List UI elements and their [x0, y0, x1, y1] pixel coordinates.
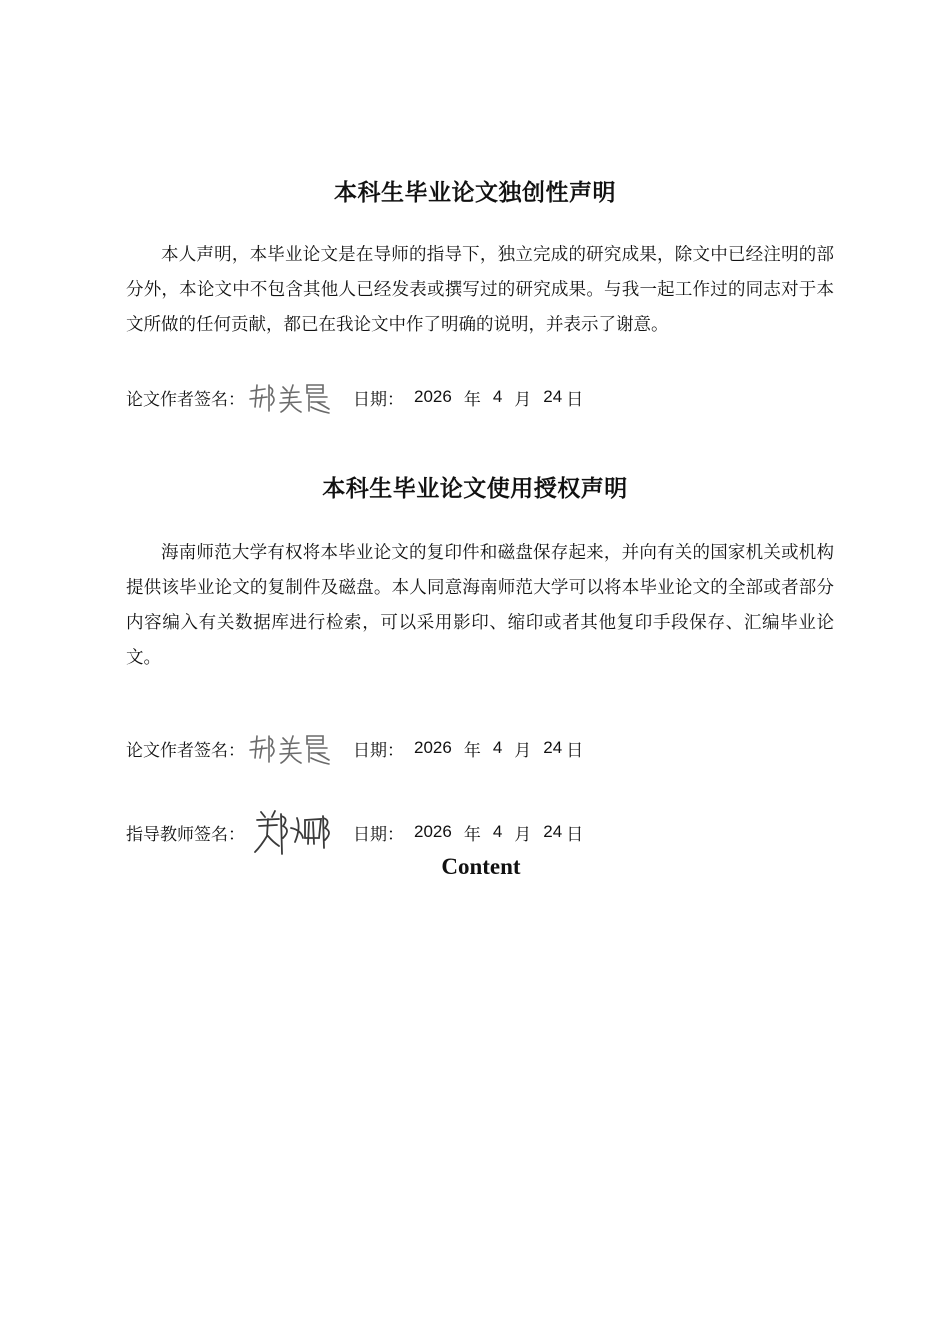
advisor-signature-line: [126, 812, 583, 852]
month-unit: 月: [514, 824, 532, 845]
authorization-title: 本科生毕业论文使用授权声明: [322, 476, 628, 502]
date-year: 2026: [414, 822, 452, 841]
month-unit: 月: [514, 389, 532, 410]
date-day: 24: [543, 738, 563, 757]
advisor-handwritten-signature: [251, 808, 343, 856]
date-month: 4: [492, 822, 503, 841]
declaration-author-signature-line: [126, 377, 583, 417]
date-day: 24: [543, 822, 563, 841]
year-unit: 年: [463, 740, 481, 761]
day-unit: 日: [566, 389, 584, 410]
author-handwritten-signature: [247, 728, 339, 768]
advisor-signature-label: 指导教师签名：: [126, 824, 245, 845]
date-month: 4: [492, 387, 503, 406]
authorization-body: 海南师范大学有权将本毕业论文的复印件和磁盘保存起来，并向有关的国家机关或机构提供该毕业论文的复制件及磁盘。本人同意海南师范大学可以将本毕业论文的全部或者部分内容编入有关数据库进行检索，可以采用影印、缩印或者其他复印手段保存、汇编毕业论文。: [126, 543, 834, 668]
date-year: 2026: [414, 738, 452, 757]
authorization-author-signature-line: [126, 728, 583, 768]
declaration-body: 本人声明，本毕业论文是在导师的指导下，独立完成的研究成果，除文中已经注明的部分外，本论文中不包含其他人已经发表或撰写过的研究成果。与我一起工作过的同志对于本文所做的任何贡献，都已在我论文中作了明确的说明，并表示了谢意。: [126, 245, 834, 335]
declaration-title: 本科生毕业论文独创性声明: [334, 180, 616, 206]
day-unit: 日: [566, 740, 584, 761]
month-unit: 月: [514, 740, 532, 761]
author-signature-label: 论文作者签名：: [126, 740, 245, 761]
date-label: 日期：: [353, 740, 404, 761]
day-unit: 日: [566, 824, 584, 845]
date-month: 4: [492, 738, 503, 757]
year-unit: 年: [463, 824, 481, 845]
date-year: 2026: [414, 387, 452, 406]
next-section-title: Content: [441, 854, 521, 879]
date-label: 日期：: [353, 389, 404, 410]
date-day: 24: [543, 387, 563, 406]
date-label: 日期：: [353, 824, 404, 845]
author-signature-label: 论文作者签名：: [126, 389, 245, 410]
author-handwritten-signature: [247, 377, 339, 417]
year-unit: 年: [463, 389, 481, 410]
